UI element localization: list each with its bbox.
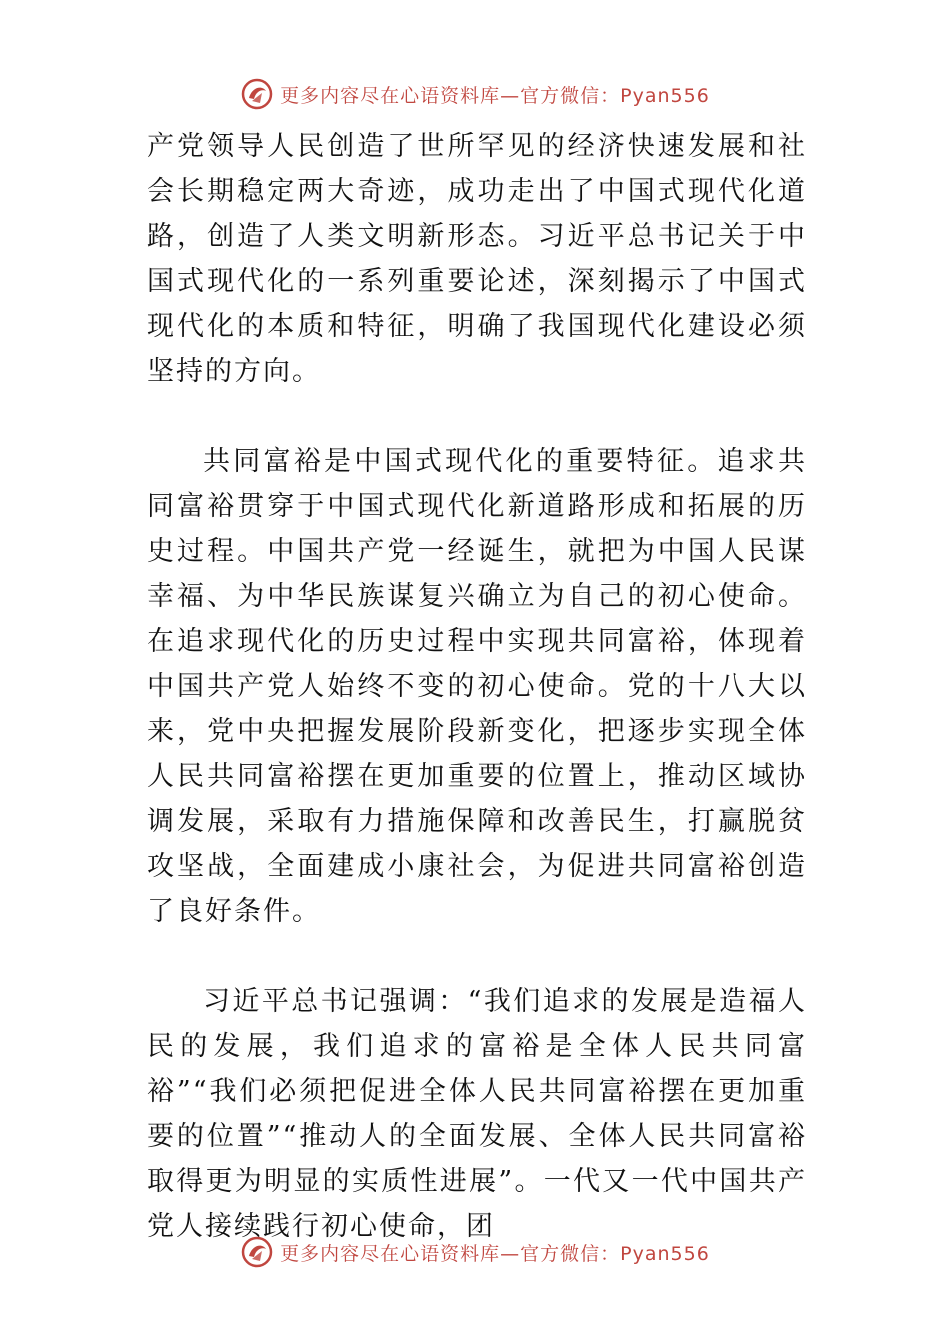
paragraph-1: 产党领导人民创造了世所罕见的经济快速发展和社会长期稳定两大奇迹，成功走出了中国式现代化道路，创造了人类文明新形态。习近平总书记关于中国式现代化的一系列重要论述，深刻揭示了中国式现代化的本质和特征，明确了我国现代化建设必须坚持的方向。 [147,131,807,387]
header-banner-text: 更多内容尽在心语资料库—官方微信：Pyan556 [280,84,710,107]
red-swirl-logo-icon [240,77,274,111]
header-banner [0,74,950,114]
footer-banner-text: 更多内容尽在心语资料库—官方微信：Pyan556 [280,1242,710,1265]
paragraph-3: 习近平总书记强调：“我们追求的发展是造福人民的发展，我们追求的富裕是全体人民共同富裕”“我们必须把促进全体人民共同富裕摆在更加重要的位置”“推动人的全面发展、全体人民共同富裕取得更为明显的实质性进展”。一代又一代中国共产党人接续践行初心使命，团 [147,986,807,1242]
paragraph-2: 共同富裕是中国式现代化的重要特征。追求共同富裕贯穿于中国式现代化新道路形成和拓展的历史过程。中国共产党一经诞生，就把为中国人民谋幸福、为中华民族谋复兴确立为自己的初心使命。在追求现代化的历史过程中实现共同富裕，体现着中国共产党人始终不变的初心使命。党的十八大以来，党中央把握发展阶段新变化，把逐步实现全体人民共同富裕摆在更加重要的位置上，推动区域协调发展，采取有力措施保障和改善民生，打赢脱贫攻坚战，全面建成小康社会，为促进共同富裕创造了良好条件。 [147,446,807,927]
red-swirl-logo-icon [240,1235,274,1269]
footer-banner [0,1232,950,1272]
document-body [147,124,807,1249]
